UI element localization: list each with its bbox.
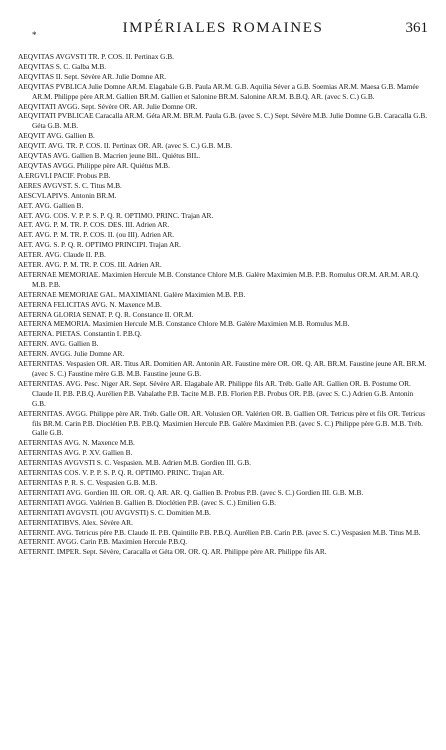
list-item: AETERN. AVGG. Julie Domne AR. [18, 349, 125, 359]
list-item: AETERNIT. AVG. Tetricus père P.B. Claude II. P.B. Quintille P.B. P.B.Q. Aurélien P.B. Carin P.B. (avec S. C.) Vespasien M.B. Titus M.B. [18, 527, 421, 537]
list-item: AETERNA MEMORIA. Maximien Hercule M.B. Constance Chlore M.B. Galère Maximien M.B. Romulus M.B. [18, 319, 350, 329]
list-item: AET. AVG. S. P. Q. R. OPTIMO PRINCIPI. Trajan AR. [18, 240, 181, 250]
list-item: AEQVITAS PVBLICA Julie Domne AR.M. Elagabale G.B. Paula AR.M. G.B. Aquilia Séver a G.B. Soemias AR.M. Maesa G.B. Mamée AR.M. Philippe père AR.M. Gallien BR.M. Gallien et Salonine BR.M. Salonine AR.M. B.B.Q. AR. (avec S. C.) G.B. [18, 81, 419, 101]
list-item: AETERNITAS AVG. P. XV. Gallien B. [18, 448, 133, 458]
page-title: IMPÉRIALES ROMAINES [122, 20, 324, 36]
list-item: AETERNA. PIETAS. Constantin I. P.B.Q. [18, 329, 142, 339]
page-number: 361 [405, 20, 428, 36]
list-item: AETERNIT. AVGG. Carin P.B. Maximien Hercule P.B.Q. [18, 537, 188, 547]
list-item: AEQVITAS S. C. Galba M.B. [18, 61, 107, 71]
list-item: AEQVITATI PVBLICAE Caracalla AR.M. Géta AR.M. BR.M. Paula G.B. (avec S. C.) Sept. Sévère M.B. Julie Domne G.B. Caracalla G.B. Géta G.B. M.B. [18, 111, 428, 131]
list-item: AEQVITAS AVGVSTI TR. P. COS. II. Pertinax G.B. [18, 52, 174, 61]
list-item: AETERNITATIBVS. Alex. Sévère AR. [18, 517, 133, 527]
list-item: AETERNA FELICITAS AVG. N. Maxence M.B. [18, 299, 162, 309]
list-item: AETERNITAS. AVGG. Philippe père AR. Tréb. Galle OR. AR. Volusien OR. Valérien OR. B. Gallien OR. Tetricus père et fils OR. Tetricus fils BR.M. Carin P.B. Dioclétien P.B. P.B.Q. Maximien Hercule P.B. Galère Maximien P.B. (avec S. C.) Philippe père G.B. M.B. Tréb. Galle G.B. [18, 408, 425, 438]
list-item: AEQVITAS II. Sept. Sévère AR. Julie Domne AR. [18, 71, 167, 81]
list-item: AETERNITAS AVGVSTI S. C. Vespasien. M.B. Adrien M.B. Gordien III. G.B. [18, 458, 251, 468]
list-item: AEQVIT AVG. Gallien B. [18, 131, 95, 141]
list-item: AETERNAE MEMORIAE. Maximien Hercule M.B. Constance Chlore M.B. Galère Maximien M.B. P.B. Romulus OR.M. AR.M. AR.Q. M.B. P.B. [18, 269, 420, 289]
list-item: AETER. AVG. P. M. TR. P. COS. III. Adrien AR. [18, 260, 162, 270]
list-item: AETERNITATI AVGG. Valérien B. Gallien B. Dioclétien P.B. (avec S. C.) Emilien G.B. [18, 497, 276, 507]
page-header [18, 20, 428, 46]
list-item: AETERNA GLORIA SENAT. P. Q. R. Constance II. OR.M. [18, 309, 194, 319]
entry-list [18, 52, 428, 557]
list-item: AEQVTAS AVGG. Philippe père AR. Quiétus M.B. [18, 160, 170, 170]
list-item: AETERNIT. IMPER. Sept. Sévère, Caracalla et Géta OR. OR. Q. AR. Philippe père AR. Philippe fils AR. [18, 547, 327, 557]
list-item: AETERNITAS. Vespasien OR. AR. Titus AR. Domitien AR. Antonin AR. Faustine mère OR. OR. Q. AR. BR.M. Faustine jeune AR. BR.M. (avec S. C.) Faustine mère G.B. M.B. Faustine jeune G.B. [18, 359, 427, 378]
list-item: AEQVIT. AVG. TR. P. COS. II. Pertinax OR. AR. (avec S. C.) G.B. M.B. [18, 141, 233, 151]
list-item: AEQVITATI AVGG. Sept. Sévère OR. AR. Julie Domne OR. [18, 101, 198, 111]
list-item: AETERNITATI AVG. Gordien III. OR. OR. Q. AR. AR. Q. Gallien B. Probus P.B. (avec S. C.) Gordien III. G.B. M.B. [18, 487, 364, 497]
list-item: AETERNITAS COS. V. P. P. S. P. Q. R. OPTIMO. PRINC. Trajan AR. [18, 468, 225, 478]
list-item: AET. AVG. P. M. TR. P. COS. II. (ou III). Adrien AR. [18, 230, 175, 240]
list-item: AETERN. AVG. Gallien B. [18, 339, 99, 349]
list-item: AERES AVGVST. S. C. Titus M.B. [18, 180, 122, 190]
list-item: AETERNITAS P. R. S. C. Vespasien G.B. M.B. [18, 477, 158, 487]
header-marker: * [32, 30, 37, 40]
list-item: AETER. AVG. Claude II. P.B. [18, 250, 106, 260]
list-item: AETERNITATI AVGVSTI. (OU AVGVSTI) S. C. Domitien M.B. [18, 507, 211, 517]
list-item: AET. AVG. COS. V. P. P. S. P. Q. R. OPTIMO. PRINC. Trajan AR. [18, 210, 214, 220]
list-item: AET. AVG. Gallien B. [18, 200, 84, 210]
list-item: AESCVLAPIVS. Antonin BR.M. [18, 190, 117, 200]
list-item: AETERNITAS AVG. N. Maxence M.B. [18, 438, 135, 448]
list-item: AET. AVG. P. M. TR. P. COS. DES. III. Adrien AR. [18, 220, 170, 230]
list-item: A.ERGVLI PACIF. Probus P.B. [18, 170, 111, 180]
list-item: AETERNITAS. AVG. Pesc. Niger AR. Sept. Sévère AR. Elagabale AR. Philippe fils AR. Tréb. Galle AR. Gallien OR. B. Postume OR. Claude II. P.B. P.B.Q. Aurélien P.B. Vabalathe P.B. Tacite M.B. P.B. Florien P.B. Probus OR. P.B. (avec S. C.) Adrien G.B. Antonin G.B. [18, 378, 414, 408]
list-item: AEQVTAS AVG. Gallien B. Macrien jeune BIL. Quiétus BIL. [18, 151, 201, 161]
list-item: AETERNAE MEMORIAE GAL. MAXIMIANI. Galère Maximien M.B. P.B. [18, 289, 246, 299]
